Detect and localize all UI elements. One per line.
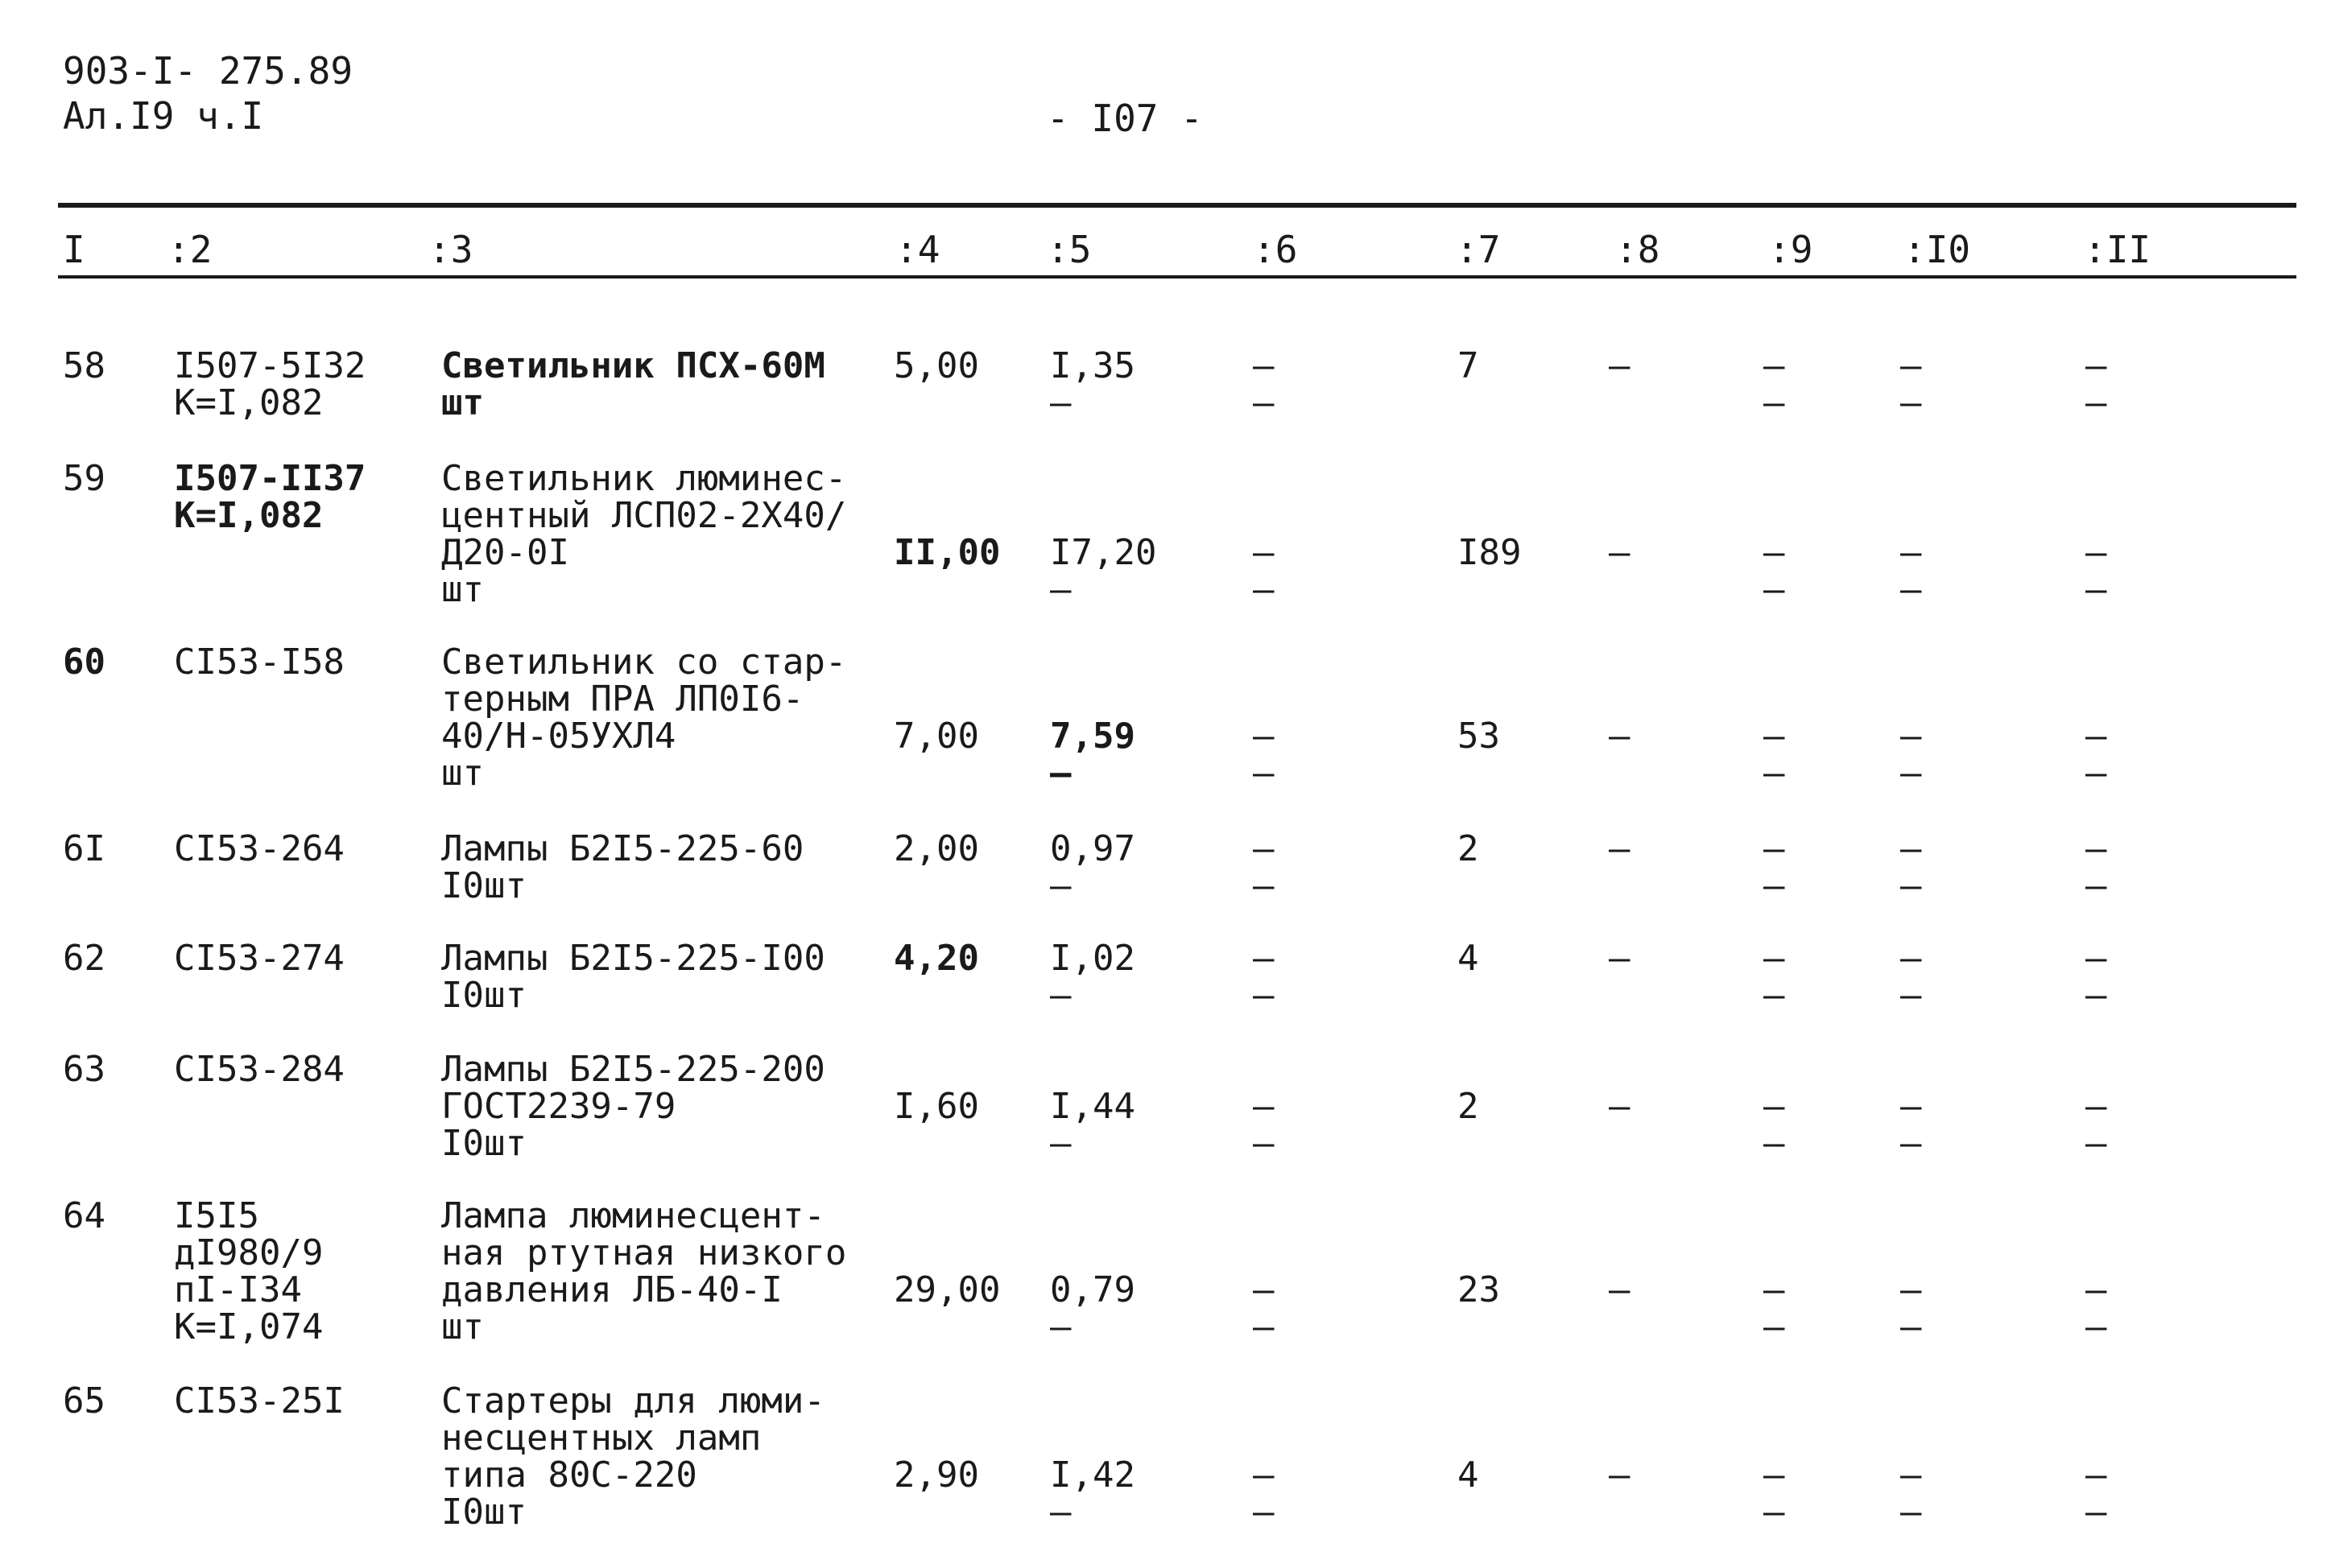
cell-code: CI53-284 bbox=[174, 1049, 345, 1090]
cell-col8: – bbox=[1609, 828, 1630, 869]
cell-col8: – bbox=[1609, 1086, 1630, 1127]
cell-name: Лампы Б2I5-225-I00 I0шт bbox=[441, 938, 825, 1016]
column-header-1: I bbox=[63, 228, 85, 271]
cell-col11: – – bbox=[2085, 716, 2107, 794]
cell-col10: – – bbox=[1900, 938, 1922, 1016]
cell-col9: – – bbox=[1763, 716, 1785, 794]
cell-col10: – – bbox=[1900, 716, 1922, 794]
cell-name: Светильник люминес- центный ЛСП02-2Х40/ Д20-0I шт bbox=[441, 458, 847, 610]
table-header-rule bbox=[58, 275, 2296, 279]
cell-col5: 0,97 – bbox=[1050, 828, 1135, 906]
cell-number: 63 bbox=[63, 1049, 105, 1090]
cell-number: 59 bbox=[63, 458, 105, 499]
cell-col6: – – bbox=[1253, 938, 1275, 1016]
cell-col6: – – bbox=[1253, 1086, 1275, 1164]
cell-col11: – – bbox=[2085, 1269, 2107, 1347]
cell-col7: 7 bbox=[1457, 345, 1479, 386]
cell-code: I507-II37 К=I,082 bbox=[174, 458, 366, 536]
cell-name: Светильник ПСХ-60М шт bbox=[441, 345, 825, 423]
cell-col8: – bbox=[1609, 532, 1630, 573]
cell-col5: I,35 – bbox=[1050, 345, 1135, 423]
cell-col11: – – bbox=[2085, 1086, 2107, 1164]
cell-col6: – – bbox=[1253, 828, 1275, 906]
cell-code: CI53-25I bbox=[174, 1380, 345, 1422]
cell-col7: 53 bbox=[1457, 716, 1500, 757]
cell-code: CI53-264 bbox=[174, 828, 345, 869]
cell-col10: – – bbox=[1900, 1269, 1922, 1347]
cell-col8: – bbox=[1609, 716, 1630, 757]
column-header-11: :II bbox=[2084, 228, 2151, 271]
cell-name: Лампы Б2I5-225-60 I0шт bbox=[441, 828, 804, 906]
document-code-line-1: 903-I- 275.89 bbox=[63, 49, 353, 93]
cell-col8: – bbox=[1609, 1455, 1630, 1496]
cell-col4: 5,00 bbox=[894, 345, 979, 386]
cell-name: Лампы Б2I5-225-200 ГОСТ2239-79 I0шт bbox=[441, 1049, 825, 1164]
column-header-6: :6 bbox=[1253, 228, 1298, 271]
cell-col9: – – bbox=[1763, 938, 1785, 1016]
cell-col10: – – bbox=[1900, 532, 1922, 610]
cell-number: 65 bbox=[63, 1380, 105, 1422]
cell-col11: – – bbox=[2085, 938, 2107, 1016]
cell-col7: I89 bbox=[1457, 532, 1522, 573]
cell-col10: – – bbox=[1900, 1086, 1922, 1164]
cell-col5: I,44 – bbox=[1050, 1086, 1135, 1164]
cell-col7: 23 bbox=[1457, 1269, 1500, 1310]
cell-col7: 2 bbox=[1457, 828, 1479, 869]
cell-col10: – – bbox=[1900, 345, 1922, 423]
cell-col5: I7,20 – bbox=[1050, 532, 1157, 610]
column-header-4: :4 bbox=[895, 228, 940, 271]
page-number: - I07 - bbox=[1047, 97, 1203, 140]
cell-col4: 2,00 bbox=[894, 828, 979, 869]
cell-col9: – – bbox=[1763, 1086, 1785, 1164]
column-header-2: :2 bbox=[167, 228, 213, 271]
cell-col5: I,42 – bbox=[1050, 1455, 1135, 1533]
column-header-10: :I0 bbox=[1903, 228, 1971, 271]
cell-name: Светильник со стар- терным ПРА ЛП0I6- 40/Н-05УХЛ4 шт bbox=[441, 642, 847, 794]
cell-col6: – – bbox=[1253, 345, 1275, 423]
document-code bbox=[63, 48, 353, 138]
cell-col9: – – bbox=[1763, 1455, 1785, 1533]
cell-col5: 0,79 – bbox=[1050, 1269, 1135, 1347]
column-header-9: :9 bbox=[1768, 228, 1813, 271]
cell-col6: – – bbox=[1253, 1269, 1275, 1347]
cell-name: Лампа люминесцент- ная ртутная низкого давления ЛБ-40-I шт bbox=[441, 1195, 847, 1347]
column-header-5: :5 bbox=[1047, 228, 1092, 271]
table-top-rule bbox=[58, 203, 2296, 208]
cell-col4: 7,00 bbox=[894, 716, 979, 757]
cell-code: I5I5 дI980/9 пI-I34 К=I,074 bbox=[174, 1195, 324, 1347]
cell-col8: – bbox=[1609, 1269, 1630, 1310]
cell-col8: – bbox=[1609, 345, 1630, 386]
cell-col8: – bbox=[1609, 938, 1630, 979]
document-code-line-2: Ал.I9 ч.I bbox=[63, 94, 264, 138]
cell-col11: – – bbox=[2085, 1455, 2107, 1533]
cell-col4: 29,00 bbox=[894, 1269, 1001, 1310]
cell-col7: 2 bbox=[1457, 1086, 1479, 1127]
cell-col7: 4 bbox=[1457, 1455, 1479, 1496]
cell-number: 58 bbox=[63, 345, 105, 386]
column-header-8: :8 bbox=[1615, 228, 1660, 271]
cell-col6: – – bbox=[1253, 1455, 1275, 1533]
cell-col9: – – bbox=[1763, 345, 1785, 423]
cell-col4: 2,90 bbox=[894, 1455, 979, 1496]
cell-col9: – – bbox=[1763, 828, 1785, 906]
cell-col9: – – bbox=[1763, 532, 1785, 610]
cell-code: I507-5I32 К=I,082 bbox=[174, 345, 366, 423]
cell-col11: – – bbox=[2085, 345, 2107, 423]
cell-code: CI53-I58 bbox=[174, 642, 345, 683]
cell-col10: – – bbox=[1900, 828, 1922, 906]
cell-col11: – – bbox=[2085, 532, 2107, 610]
cell-col6: – – bbox=[1253, 532, 1275, 610]
column-header-3: :3 bbox=[428, 228, 473, 271]
cell-col4: 4,20 bbox=[894, 938, 979, 979]
cell-code: CI53-274 bbox=[174, 938, 345, 979]
cell-number: 6I bbox=[63, 828, 105, 869]
cell-number: 62 bbox=[63, 938, 105, 979]
cell-col10: – – bbox=[1900, 1455, 1922, 1533]
cell-number: 60 bbox=[63, 642, 105, 683]
cell-col6: – – bbox=[1253, 716, 1275, 794]
cell-col5: 7,59 – bbox=[1050, 716, 1135, 794]
cell-col4: II,00 bbox=[894, 532, 1001, 573]
cell-col9: – – bbox=[1763, 1269, 1785, 1347]
cell-number: 64 bbox=[63, 1195, 105, 1236]
cell-col4: I,60 bbox=[894, 1086, 979, 1127]
cell-name: Стартеры для люми- несцентных ламп типа 80С-220 I0шт bbox=[441, 1380, 825, 1533]
cell-col5: I,02 – bbox=[1050, 938, 1135, 1016]
cell-col7: 4 bbox=[1457, 938, 1479, 979]
cell-col11: – – bbox=[2085, 828, 2107, 906]
column-header-7: :7 bbox=[1456, 228, 1501, 271]
